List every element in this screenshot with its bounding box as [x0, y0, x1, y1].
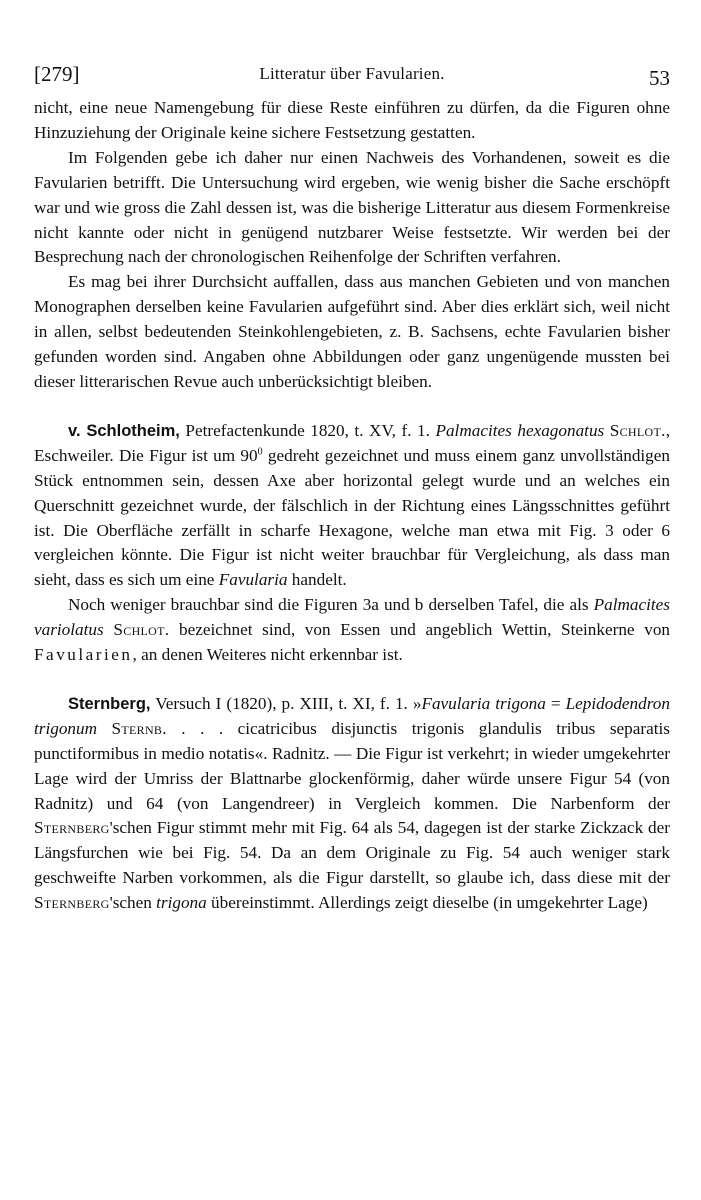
entry-text: handelt.	[287, 570, 347, 590]
entry-text: Petrefactenkunde 1820, t. XV, f. 1.	[179, 420, 436, 440]
running-title: Litteratur über Favularien.	[259, 64, 445, 83]
paragraph-note: Es mag bei ihrer Durchsicht auffallen, dass aus manchen Gebieten und von manchen Monographen derselben keine Favularien aufgeführt sind. Aber dies erklärt sich, weil nicht in allen, selbst bedeutenden Steinkohlengebieten, z. B. Sachsens, echte Favularien bisher gefunden worden sind. Angaben ohne Abbildungen oder ganz ungenügende mussten bei dieser litterarischen Revue auch unberücksichtigt bleiben.	[34, 272, 670, 391]
genus-name: Favularia	[218, 570, 288, 590]
paragraph-overview: Im Folgenden gebe ich daher nur einen Nachweis des Vorhandenen, soweit es die Favularien betrifft. Die Untersuchung wird ergeben, wie wenig bisher die Sache erschöpft war und wie gross die Zahl dessen ist, was die bisherige Litteratur aus diesem Formenkreise nicht kannte oder nicht in genügend nutzbarer Weise festsetzte. Wir werden bei der Besprechung nach der chronologischen Reihenfolge der Schriften verfahren.	[34, 147, 670, 267]
species-name: Lepidodendron trigonum	[34, 693, 670, 738]
entry-text: =	[545, 693, 566, 713]
section-gap	[34, 395, 670, 419]
author-abbrev: Sternberg	[34, 818, 110, 838]
entry-text: 'schen Figur stimmt mehr mit Fig. 64 als 54, dagegen ist der starke Zickzack der Längsfurchen wie bei Fig. 54. Da an dem Originale zu Fig. 54 auch weniger stark geschweifte Narben vorkommen, als die Figur darstellt, so glaube ich, dass diese mit der	[34, 818, 670, 888]
section-gap	[34, 668, 670, 692]
species-name: Palmacites variolatus	[34, 595, 670, 640]
spaced-word: Favularien	[34, 645, 133, 665]
entry-text: , an denen Weiteres nicht erkennbar ist.	[132, 645, 403, 665]
entry-text	[104, 620, 114, 639]
author-abbrev: Schlot.	[113, 620, 170, 640]
entry-author: v. Schlotheim,	[68, 421, 180, 440]
entry-text: Noch weniger brauchbar sind die Figuren 3a und b derselben Tafel, die als	[68, 595, 594, 615]
species-name: trigona	[156, 893, 207, 913]
author-abbrev: Sternb.	[111, 718, 167, 738]
entry-text: , Eschweiler. Die Figur ist um 90	[34, 420, 671, 465]
document-page	[34, 62, 670, 916]
author-abbrev: Sternberg	[34, 893, 110, 913]
entry-text: 'schen	[109, 893, 157, 913]
entry-text: . . . cicatricibus disjunctis trigonis glandulis tribus separatis punctiformibus in medio notatis«. Radnitz. — Die Figur ist verkehrt; in wieder umgekehrter Lage wird der Umriss der Blattnarbe glockenförmig, daher würde unsere Figur 54 (von Radnitz) und 64 (von Langendreer) in Vergleich kommen. Die Narbenform der	[34, 718, 670, 813]
paragraph-continued: nicht, eine neue Namengebung für diese Reste einführen zu dürfen, da die Figuren ohne Hinzuziehung der Originale keine sichere Festsetzung gestatten.	[34, 98, 670, 142]
author-abbrev: Schlot.	[609, 420, 666, 440]
body-text	[34, 96, 670, 916]
page-number: 53	[649, 66, 670, 90]
entry-sternberg	[34, 692, 670, 916]
species-name: Palmacites hexagonatus	[435, 420, 605, 440]
original-page-number: [279]	[34, 62, 80, 86]
entry-schlotheim	[34, 419, 670, 593]
entry-text: bezeichnet sind, von Essen und angeblich Wettin, Steinkerne von	[169, 620, 671, 640]
entry-author: Sternberg,	[68, 694, 151, 713]
entry-text: Versuch I (1820), p. XIII, t. XI, f. 1. »	[150, 693, 422, 713]
entry-text: gedreht gezeichnet und muss einem ganz unvollständigen Stück entnommen sein, dessen Axe aber horizontal gelegt wurde und an welches ein Querschnitt gezeichnet wurde, der fälschlich in der Richtung eines Längsschnittes geführt ist. Die Oberfläche zerfällt in scharfe Hexagone, welche man etwa mit Fig. 3 oder 6 vergleichen könnte. Die Figur ist nicht weiter brauchbar für Vergleichung, als dass man sieht, dass es sich um eine	[34, 445, 671, 590]
entry-schlotheim-continued	[34, 593, 670, 668]
degree-mark: 0	[257, 446, 263, 458]
entry-text: übereinstimmt. Allerdings zeigt dieselbe (in umgekehrter Lage)	[206, 893, 648, 913]
entry-text	[97, 719, 111, 738]
species-name: Favularia trigona	[421, 693, 546, 713]
running-header	[34, 62, 670, 96]
